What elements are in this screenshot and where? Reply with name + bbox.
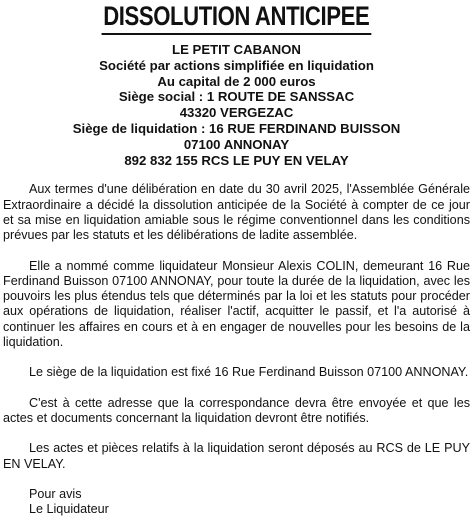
company-name: LE PETIT CABANON: [172, 42, 301, 57]
company-header: [3, 42, 470, 168]
company-type: Société par actions simplifiée en liquidation: [99, 57, 374, 73]
paragraph-dissolution: Aux termes d'une délibération en date du 30 avril 2025, l'Assemblée Générale Extraordinaire a décidé la dissolution anticipée de la Société à compter de ce jour et sa mise en liquidation amiable sous le régime conventionnel dans les conditions prévues par les statuts et les délibérations de ladite assemblée.: [3, 182, 470, 243]
registered-office-city: 43320 VERGEZAC: [179, 105, 294, 121]
signature-block: [3, 487, 470, 517]
signature-text: Le Liquidateur: [29, 502, 109, 517]
notice-body: [3, 182, 470, 517]
registered-office: Siège social : 1 ROUTE DE SANSSAC: [118, 89, 355, 105]
paragraph-correspondence: C'est à cette adresse que la correspondance devra être envoyée et que les actes et documents concernant la liquidation devront être notifiés.: [3, 395, 470, 425]
closing-text: Pour avis: [29, 486, 82, 501]
paragraph-liquidator: Elle a nommé comme liquidateur Monsieur Alexis COLIN, demeurant 16 Rue Ferdinand Buisson 07100 ANNONAY, pour toute la durée de la liquidation, avec les pouvoirs les plus étendus tels que déterminés par la loi et les statuts pour procéder aux opérations de liquidation, réaliser l'actif, acquitter le passif, et l'a autorisé à continuer les affaires en cours et à en engager de nouvelles pour les besoins de la liquidation.: [3, 258, 470, 350]
company-registration: 892 832 155 RCS LE PUY EN VELAY: [124, 152, 349, 168]
title-wrap: [3, 1, 470, 35]
liquidation-office-city: 07100 ANNONAY: [183, 136, 290, 152]
paragraph-filing: Les actes et pièces relatifs à la liquidation seront déposés au RCS de LE PUY EN VELAY.: [3, 441, 470, 471]
company-capital: Au capital de 2 000 euros: [157, 73, 316, 89]
liquidation-office: Siège de liquidation : 16 RUE FERDINAND BUISSON: [72, 120, 401, 136]
notice-title: DISSOLUTION ANTICIPEE: [102, 1, 371, 35]
paragraph-liquidation-seat: Le siège de la liquidation est fixé 16 Rue Ferdinand Buisson 07100 ANNONAY.: [29, 365, 469, 380]
